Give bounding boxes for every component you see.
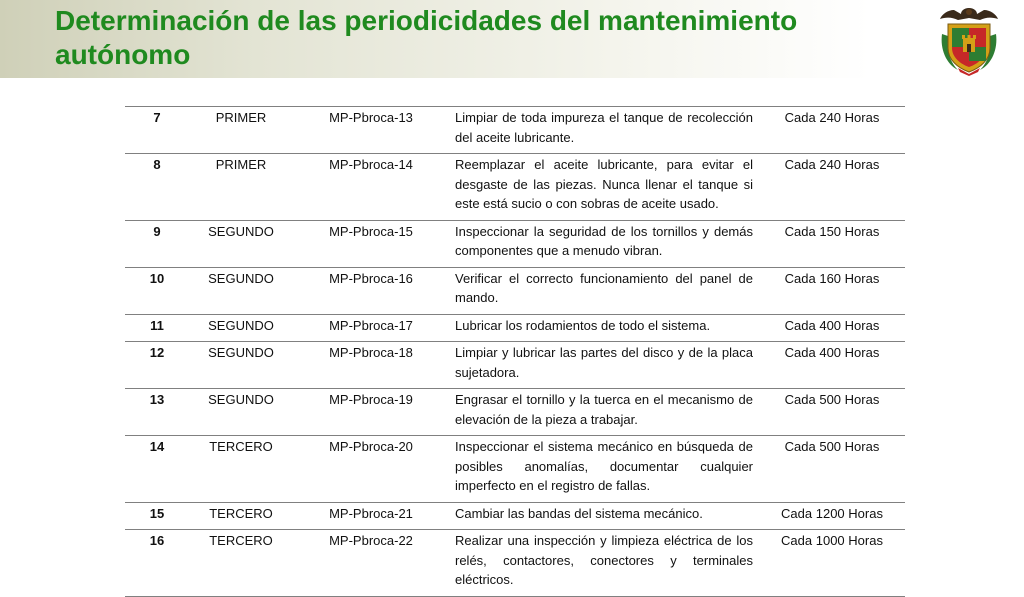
university-crest-icon bbox=[934, 4, 1004, 76]
row-level: TERCERO bbox=[209, 533, 273, 548]
row-frequency: Cada 500 Horas bbox=[784, 392, 880, 407]
row-description: Reemplazar el aceite lubricante, para evitar el desgaste de las piezas. Nunca llenar el tanque si este está sucio o con sobras de aceite usado. bbox=[455, 157, 753, 211]
row-code: MP-Pbroca-17 bbox=[329, 317, 413, 333]
row-frequency: Cada 400 Horas bbox=[784, 317, 880, 333]
row-level: TERCERO bbox=[209, 439, 273, 454]
row-level: SEGUNDO bbox=[208, 317, 274, 333]
table-row bbox=[125, 389, 905, 436]
row-level: PRIMER bbox=[215, 110, 267, 125]
row-description: Engrasar el tornillo y la tuerca en el mecanismo de elevación de la pieza a trabajar. bbox=[455, 392, 753, 427]
row-description: Cambiar las bandas del sistema mecánico. bbox=[455, 505, 703, 521]
row-number: 13 bbox=[149, 392, 165, 407]
row-description: Verificar el correcto funcionamiento del panel de mando. bbox=[455, 270, 753, 305]
table-row bbox=[125, 267, 905, 314]
row-frequency: Cada 160 Horas bbox=[784, 270, 880, 286]
table-row bbox=[125, 220, 905, 267]
row-description: Inspeccionar la seguridad de los tornillos y demás componentes que a menudo vibran. bbox=[455, 223, 753, 258]
table-row bbox=[125, 436, 905, 503]
row-code: MP-Pbroca-21 bbox=[329, 505, 413, 521]
row-code: MP-Pbroca-14 bbox=[329, 157, 413, 172]
table-row bbox=[125, 154, 905, 221]
row-number: 11 bbox=[150, 317, 164, 333]
row-frequency: Cada 1000 Horas bbox=[781, 533, 883, 548]
row-number: 14 bbox=[149, 439, 165, 454]
table-row bbox=[125, 314, 905, 342]
row-code: MP-Pbroca-20 bbox=[329, 439, 413, 454]
row-description: Limpiar y lubricar las partes del disco y de la placa sujetadora. bbox=[455, 345, 753, 380]
table-row bbox=[125, 530, 905, 597]
row-number: 16 bbox=[149, 533, 165, 548]
slide-title: Determinación de las periodicidades del mantenimiento autónomo bbox=[55, 5, 798, 70]
row-description: Realizar una inspección y limpieza eléctrica de los relés, contactores, conectores y terminales eléctricos. bbox=[455, 533, 753, 587]
row-code: MP-Pbroca-15 bbox=[329, 223, 413, 239]
row-level: TERCERO bbox=[209, 505, 273, 521]
row-code: MP-Pbroca-22 bbox=[329, 533, 413, 548]
row-code: MP-Pbroca-16 bbox=[329, 270, 413, 286]
row-number: 7 bbox=[153, 110, 161, 125]
row-level: PRIMER bbox=[215, 157, 267, 172]
table-row bbox=[125, 502, 905, 530]
row-code: MP-Pbroca-18 bbox=[329, 345, 413, 360]
row-level: SEGUNDO bbox=[208, 392, 274, 407]
row-level: SEGUNDO bbox=[208, 345, 274, 360]
row-level: SEGUNDO bbox=[208, 223, 274, 239]
row-frequency: Cada 1200 Horas bbox=[781, 505, 883, 521]
row-description: Lubricar los rodamientos de todo el sistema. bbox=[455, 317, 711, 333]
row-code: MP-Pbroca-19 bbox=[329, 392, 413, 407]
row-description: Inspeccionar el sistema mecánico en búsqueda de posibles anomalías, documentar cualquier imperfecto en el registro de fallas. bbox=[455, 439, 753, 493]
row-description: Limpiar de toda impureza el tanque de recolección del aceite lubricante. bbox=[455, 110, 753, 145]
row-level: SEGUNDO bbox=[208, 270, 274, 286]
row-frequency: Cada 500 Horas bbox=[784, 439, 880, 454]
row-number: 15 bbox=[149, 505, 165, 521]
row-frequency: Cada 400 Horas bbox=[784, 345, 880, 360]
row-code: MP-Pbroca-13 bbox=[329, 110, 413, 125]
row-number: 8 bbox=[153, 157, 161, 172]
row-number: 9 bbox=[153, 223, 161, 239]
row-frequency: Cada 240 Horas bbox=[784, 157, 880, 172]
table-row bbox=[125, 342, 905, 389]
row-number: 12 bbox=[149, 345, 165, 360]
table-row bbox=[125, 107, 905, 154]
maintenance-table bbox=[125, 106, 905, 597]
row-number: 10 bbox=[149, 270, 165, 286]
row-frequency: Cada 240 Horas bbox=[784, 110, 880, 125]
row-frequency: Cada 150 Horas bbox=[784, 223, 880, 239]
